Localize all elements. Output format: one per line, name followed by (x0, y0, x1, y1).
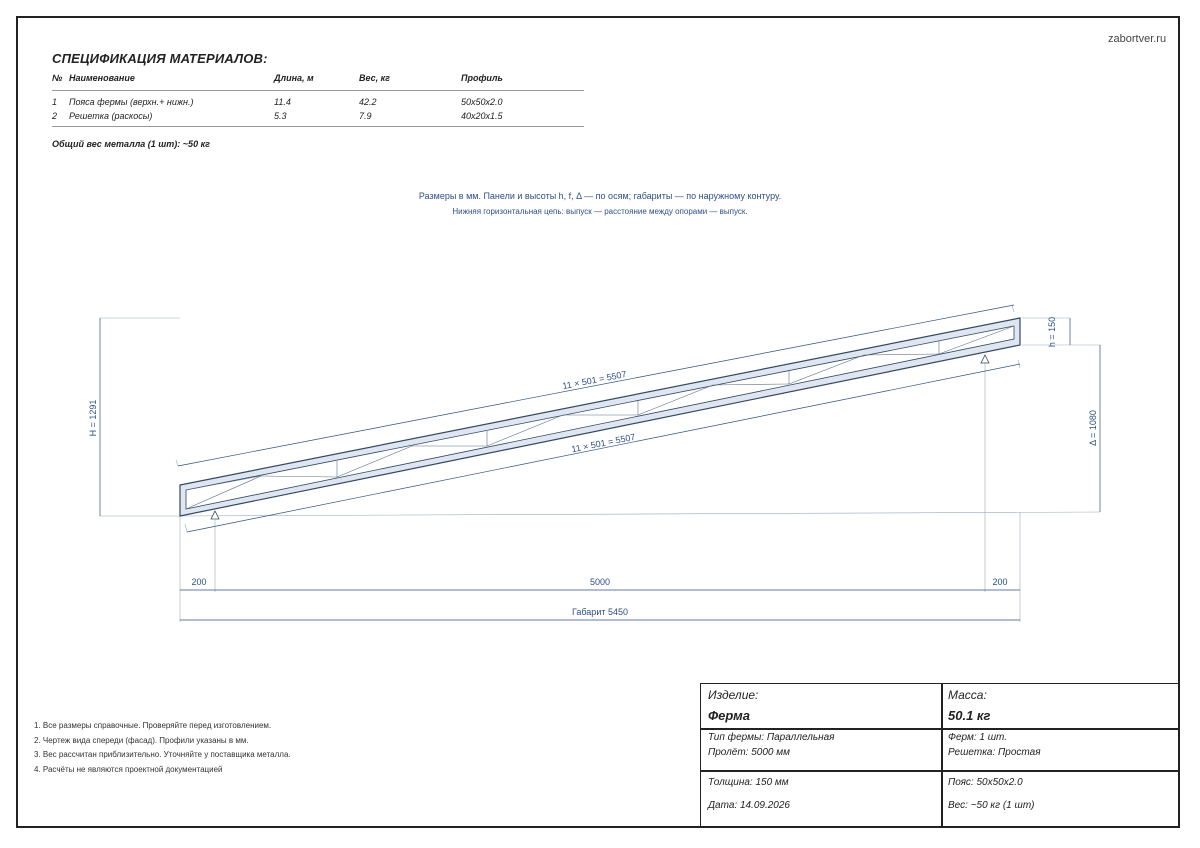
support-right-icon (981, 355, 989, 363)
drawing-note-2: Нижняя горизонтальная цепь: выпуск — расстояние между опорами — выпуск. (452, 207, 748, 216)
dim-height-truss-label: h = 150 (1047, 316, 1057, 348)
support-left-icon (211, 511, 219, 519)
dim-overall-label: Габарит 5450 (571, 607, 629, 617)
spec-header-profile: Профиль (461, 73, 503, 83)
truss-count: Ферм: 1 шт. (948, 732, 1008, 743)
spec-cell-num: 1 (52, 97, 58, 107)
product-value: Ферма (708, 708, 750, 723)
spec-cell-length: 5.3 (274, 111, 287, 121)
chord-profile: Пояс: 50x50x2.0 (948, 777, 1023, 788)
spec-cell-weight: 42.2 (359, 97, 377, 107)
dim-span-label: 5000 (589, 577, 611, 587)
dim-delta-label: Δ = 1080 (1088, 410, 1098, 446)
mass-label: Масса: (948, 688, 987, 702)
spec-header-weight: Вес, кг (359, 73, 390, 83)
thickness-value: Толщина: 150 мм (708, 777, 789, 788)
extension-line (176, 460, 178, 466)
spec-title: СПЕЦИФИКАЦИЯ МАТЕРИАЛОВ: (52, 51, 268, 66)
spec-cell-profile: 40x20x1.5 (461, 111, 503, 121)
span-value: Пролёт: 5000 мм (708, 747, 790, 758)
note-item: 3. Вес рассчитан приблизительно. Уточняйте у поставщика металла. (34, 750, 291, 759)
notes-list (34, 719, 291, 777)
spec-header-name: Наименование (69, 73, 135, 83)
spec-cell-name: Пояса фермы (верхн.+ нижн.) (69, 97, 194, 107)
spec-cell-length: 11.4 (274, 97, 291, 107)
date-value: Дата: 14.09.2026 (708, 800, 790, 811)
dim-overhang-left-label: 200 (191, 577, 207, 587)
product-label: Изделие: (708, 688, 759, 702)
spec-header-num: № (52, 73, 63, 83)
weight-value: Вес: ~50 кг (1 шт) (948, 800, 1035, 811)
dim-top-chord-label: 11 × 501 = 5507 (561, 369, 628, 392)
dim-height-total-label: H = 1291 (88, 399, 98, 437)
note-item: 2. Чертеж вида спереди (фасад). Профили указаны в мм. (34, 735, 249, 745)
dim-overhang-right-label: 200 (992, 577, 1008, 587)
note-item: 1. Все размеры справочные. Проверяйте перед изготовлением. (34, 721, 272, 730)
truss-inner-contour (186, 326, 1014, 509)
note-item: 4. Расчёты не являются проектной документацией (34, 764, 223, 774)
dim-bottom-chord-label: 11 × 501 = 5507 (570, 431, 637, 455)
spec-cell-weight: 7.9 (359, 111, 372, 121)
spec-total: Общий вес металла (1 шт): ~50 кг (52, 139, 210, 149)
drawing-note-1: Размеры в мм. Панели и высоты h, f, Δ — по осям; габариты — по наружному контуру. (418, 191, 782, 201)
spec-cell-num: 2 (52, 111, 58, 121)
mass-value: 50.1 кг (948, 708, 991, 723)
spec-cell-profile: 50x50x2.0 (461, 97, 503, 107)
title-block (700, 683, 1180, 828)
extension-line (185, 524, 187, 532)
site-name: zabortver.ru (1108, 33, 1167, 45)
lattice-type: Решетка: Простая (948, 747, 1041, 758)
extension-line (180, 512, 1100, 516)
spec-header-length: Длина, м (274, 73, 314, 83)
truss (180, 318, 1020, 516)
spec-cell-name: Решетка (раскосы) (69, 111, 153, 121)
extension-line (1012, 305, 1014, 312)
truss-type: Тип фермы: Параллельная (708, 732, 835, 743)
